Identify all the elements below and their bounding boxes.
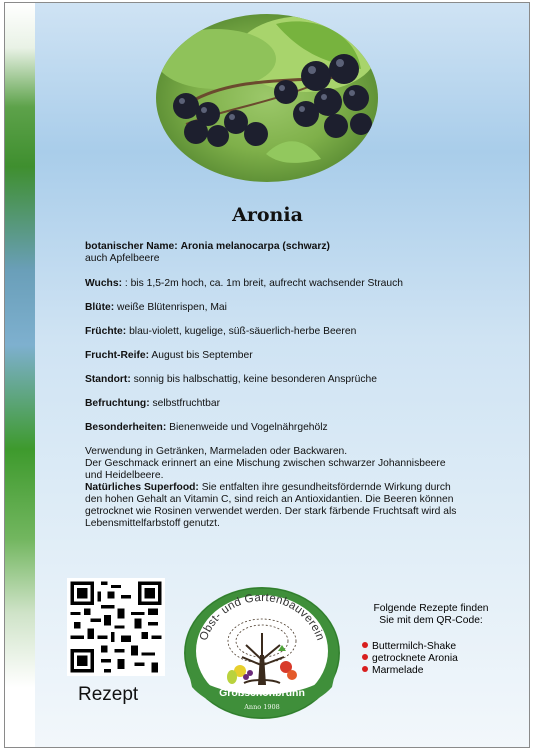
field-value: selbstfruchtbar bbox=[149, 398, 221, 409]
recipe-item bbox=[362, 665, 424, 677]
field-value: blau-violett, kugelige, süß-säuerlich-herbe Beeren bbox=[126, 326, 357, 337]
field-besonderheiten bbox=[85, 422, 328, 434]
field-bluete bbox=[85, 302, 227, 314]
usage-line: Der Geschmack erinnert an eine Mischung zwischen schwarzer Johannisbeere bbox=[85, 458, 446, 469]
recipe-label: Marmelade bbox=[372, 665, 424, 676]
field-label: Früchte: bbox=[85, 326, 127, 337]
field-wuchs bbox=[85, 278, 403, 290]
qr-label: Rezept bbox=[78, 684, 139, 705]
field-label: Standort: bbox=[85, 374, 131, 385]
botanical-name-row bbox=[85, 241, 330, 253]
field-value: August bis September bbox=[149, 350, 253, 361]
bullet-icon bbox=[362, 666, 368, 672]
field-fruechte bbox=[85, 326, 356, 338]
superfood-line bbox=[85, 482, 485, 494]
botanical-name-value: Aronia melanocarpa (schwarz) bbox=[180, 241, 330, 252]
logo-top-text: Obst- und Gartenbauverein bbox=[197, 591, 327, 643]
recipe-item bbox=[362, 653, 458, 665]
recipe-label: getrocknete Aronia bbox=[372, 653, 458, 664]
botanical-alias: auch Apfelbeere bbox=[85, 253, 160, 264]
logo-bottom-text: Großschönbrunn bbox=[219, 687, 305, 699]
field-value: sonnig bis halbschattig, keine besonderen Ansprüche bbox=[130, 374, 377, 385]
qr-code-icon[interactable] bbox=[67, 578, 165, 676]
recipe-label: Buttermilch-Shake bbox=[372, 641, 457, 652]
recipes-heading-line: Sie mit dem QR-Code: bbox=[379, 615, 483, 626]
superfood-text: Sie entfalten ihre gesundheitsfördernde Wirkung durch bbox=[198, 482, 451, 493]
field-label: Wuchs: bbox=[85, 278, 122, 289]
recipes-heading-line: Folgende Rezepte finden bbox=[373, 603, 489, 614]
field-label: Frucht-Reife: bbox=[85, 350, 150, 361]
superfood-line: den hohen Gehalt an Vitamin C, sind reich an Antioxidantien. Die Beeren können bbox=[85, 494, 454, 505]
field-frucht-reife bbox=[85, 350, 253, 362]
logo-year: Anno 1908 bbox=[244, 703, 280, 711]
field-value: weiße Blütenrispen, Mai bbox=[114, 302, 227, 313]
recipes-heading bbox=[356, 603, 506, 627]
botanical-name-label: botanischer Name: bbox=[85, 241, 178, 252]
superfood-line: getrocknet wie Rosinen verwendet werden. Der stark färbende Fruchtsaft wird als bbox=[85, 506, 457, 517]
field-value: : bis 1,5-2m hoch, ca. 1m breit, aufrecht wachsender Strauch bbox=[122, 278, 404, 289]
bullet-icon bbox=[362, 642, 368, 648]
superfood-label: Natürliches Superfood: bbox=[85, 482, 199, 493]
superfood-line: Lebensmittelfarbstoff genutzt. bbox=[85, 518, 220, 529]
recipe-item bbox=[362, 641, 456, 653]
usage-paragraph bbox=[85, 446, 485, 530]
field-standort bbox=[85, 374, 377, 386]
field-label: Blüte: bbox=[85, 302, 115, 313]
field-label: Besonderheiten: bbox=[85, 422, 167, 433]
usage-line: Verwendung in Getränken, Marmeladen oder Backwaren. bbox=[85, 446, 348, 457]
decorative-side-stripe bbox=[5, 3, 35, 747]
aronia-berries-photo bbox=[156, 14, 378, 182]
club-logo bbox=[182, 585, 342, 721]
field-value: Bienenweide und Vogelnährgehölz bbox=[166, 422, 328, 433]
field-label: Befruchtung: bbox=[85, 398, 150, 409]
usage-line: und Heidelbeere. bbox=[85, 470, 164, 481]
field-befruchtung bbox=[85, 398, 220, 410]
page-title: Aronia bbox=[232, 204, 303, 226]
bullet-icon bbox=[362, 654, 368, 660]
